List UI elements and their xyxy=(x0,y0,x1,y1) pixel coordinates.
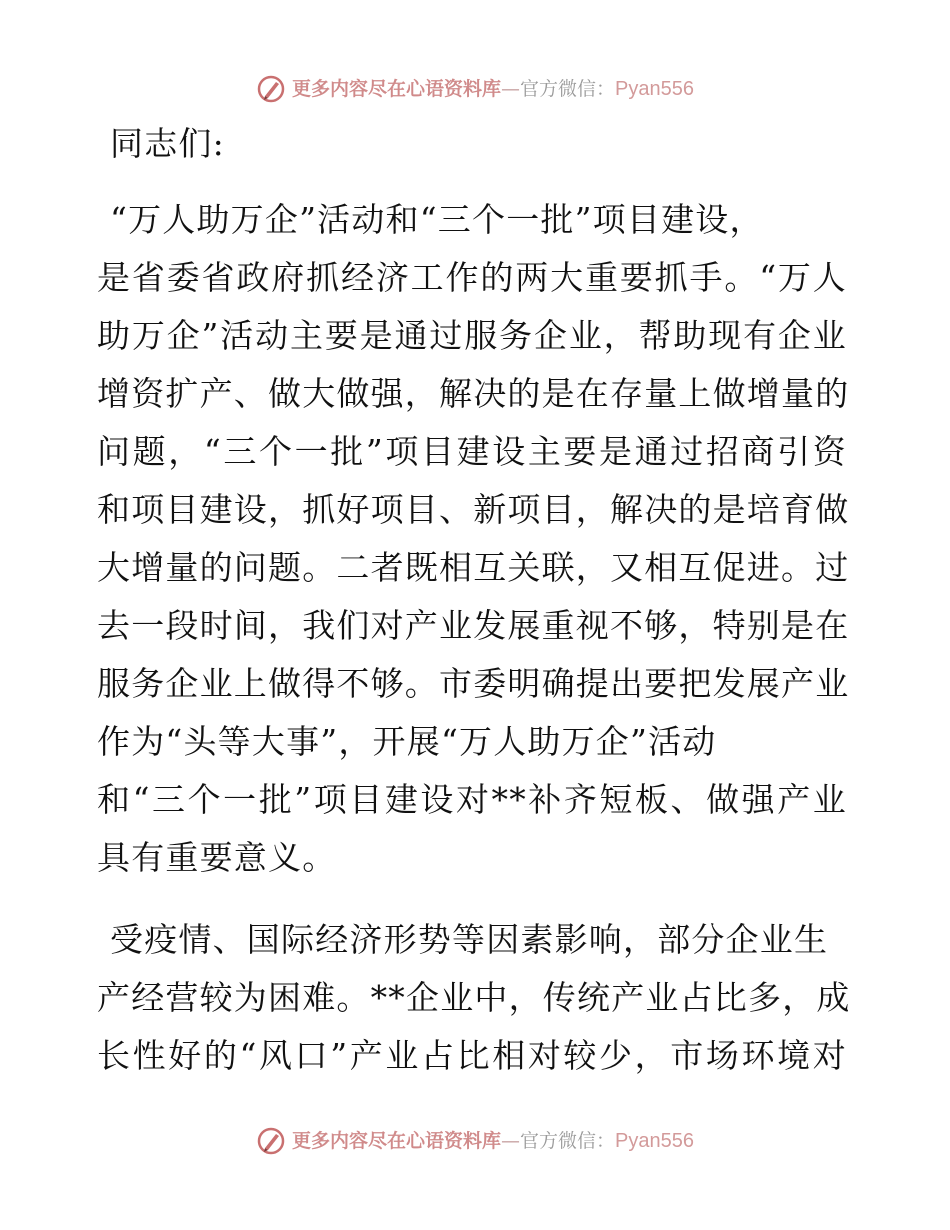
paragraph-line: 服务企业上做得不够。市委明确提出要把发展产业 xyxy=(97,664,850,703)
pen-logo-icon xyxy=(256,74,286,104)
paragraph-1 xyxy=(97,191,857,887)
paragraph-line: 产经营较为困难。**企业中，传统产业占比多，成 xyxy=(97,978,851,1017)
paragraph-line: 和项目建设，抓好项目、新项目，解决的是培育做 xyxy=(97,490,850,529)
paragraph-line: 大增量的问题。二者既相互关联，又相互促进。过 xyxy=(97,548,850,587)
watermark-dash: — xyxy=(501,1130,521,1152)
paragraph-line: 去一段时间，我们对产业发展重视不够，特别是在 xyxy=(97,606,850,645)
document-body xyxy=(97,115,857,1085)
paragraph-line: “万人助万企”活动和“三个一批”项目建设， xyxy=(110,200,764,239)
paragraph-line: 长性好的“风口”产业占比相对较少，市场环境对 xyxy=(97,1036,847,1075)
pen-logo-icon xyxy=(256,1126,286,1156)
paragraph-line: 是省委省政府抓经济工作的两大重要抓手。“万人 xyxy=(97,258,847,297)
paragraph-2 xyxy=(97,911,857,1085)
watermark-label: 官方微信： xyxy=(520,1130,616,1152)
watermark-site-text: 更多内容尽在心语资料库 xyxy=(292,78,502,100)
paragraph-line: 具有重要意义。 xyxy=(97,838,337,877)
salutation: 同志们: xyxy=(110,124,225,163)
paragraph-line: 问题，“三个一批”项目建设主要是通过招商引资 xyxy=(97,432,847,471)
paragraph-line: 作为“头等大事”，开展“万人助万企”活动 xyxy=(97,722,717,761)
watermark-dash: — xyxy=(501,78,521,100)
watermark-id: Pyan556 xyxy=(615,1130,694,1152)
paragraph-line: 助万企”活动主要是通过服务企业，帮助现有企业 xyxy=(97,316,847,355)
header-watermark xyxy=(0,74,950,104)
footer-watermark xyxy=(0,1126,950,1156)
watermark-site-text: 更多内容尽在心语资料库 xyxy=(292,1130,502,1152)
paragraph-line: 受疫情、国际经济形势等因素影响，部分企业生 xyxy=(110,920,829,959)
paragraph-line: 增资扩产、做大做强，解决的是在存量上做增量的 xyxy=(97,374,850,413)
watermark-id: Pyan556 xyxy=(615,78,694,100)
watermark-label: 官方微信： xyxy=(520,78,616,100)
paragraph-line: 和“三个一批”项目建设对**补齐短板、做强产业 xyxy=(97,780,847,819)
